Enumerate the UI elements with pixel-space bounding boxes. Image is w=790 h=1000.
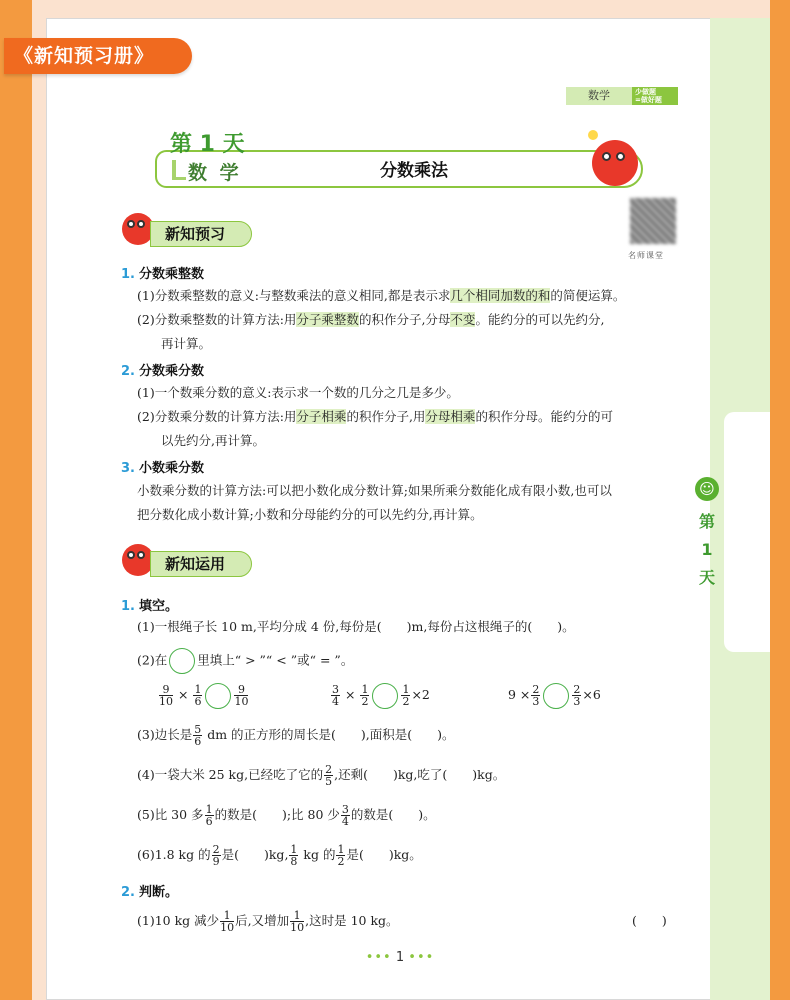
section-heading-practice: 新知运用 <box>150 551 252 577</box>
question-title: 1. 填空。 <box>121 599 178 614</box>
side-day-label: 第 1 天 <box>698 512 715 587</box>
book-banner: 《新知预习册》 <box>4 38 192 74</box>
text-line: 再计算。 <box>161 336 212 351</box>
text-line: 小数乘分数的计算方法:可以把小数化成分数计算;如果所乘分数能化成有限小数,也可以 <box>137 483 612 498</box>
subsection-title: 1. 分数乘整数 <box>121 267 204 282</box>
smiley-icon: ☺ <box>695 477 719 501</box>
subsection-title: 2. 分数乘分数 <box>121 364 204 379</box>
day-title: 第 1 天 <box>170 132 245 157</box>
qr-code-icon[interactable] <box>630 198 676 244</box>
answer-circle[interactable] <box>205 683 231 709</box>
answer-circle[interactable] <box>543 683 569 709</box>
brand-tag <box>632 87 678 105</box>
subsection-title: 3. 小数乘分数 <box>121 461 204 476</box>
question-line: (2)在 里填上“ > ”“ < ”或“ = ”。 <box>137 648 353 674</box>
title-subject: 数 学 <box>188 162 242 184</box>
text-line: (1)一个数乘分数的意义:表示求一个数的几分之几是多少。 <box>137 385 459 400</box>
text-line: (1)分数乘整数的意义:与整数乘法的意义相同,都是表示求几个相同加数的和的简便运算。 <box>137 288 626 303</box>
mascot-icon <box>592 140 638 186</box>
answer-circle[interactable] <box>372 683 398 709</box>
subject-tag <box>566 87 678 105</box>
question-line: (5)比 30 多 $\frac{1}{6}$ 的数是( );比 80 少 $\frac{3}{4}$ 的数是( )。 <box>137 803 436 828</box>
text-line: (2)分数乘分数的计算方法:用分子相乘的积作分子,用分母相乘的积作分母。能约分的可 <box>137 409 613 424</box>
section-heading-preview: 新知预习 <box>150 221 252 247</box>
right-border <box>770 0 790 1000</box>
lesson-title: 分数乘法 <box>380 161 448 181</box>
answer-paren[interactable]: ( ) <box>632 913 667 928</box>
compare-expression: $\frac{3}{4}$ × $\frac{1}{2}$ $\frac{1}{2}$ ×2 <box>332 683 430 708</box>
question-line: (3)边长是 $\frac{5}{6}$ dm 的正方形的周长是( ),面积是( )。 <box>137 723 455 748</box>
book-icon <box>172 160 186 180</box>
text-line: 把分数化成小数计算;小数和分母能约分的可以先约分,再计算。 <box>137 507 483 522</box>
lightbulb-icon <box>588 130 598 140</box>
text-line: 以先约分,再计算。 <box>161 433 265 448</box>
answer-circle[interactable] <box>169 648 195 674</box>
left-border <box>0 0 32 1000</box>
question-line: (1)一根绳子长 10 m,平均分成 4 份,每份是( )m,每份占这根绳子的( )。 <box>137 619 575 634</box>
side-day-tab <box>724 412 770 652</box>
page-number: ••• 1 ••• <box>365 950 435 965</box>
question-title: 2. 判断。 <box>121 885 178 900</box>
compare-expression: 9 × $\frac{2}{3}$ $\frac{2}{3}$ ×6 <box>508 683 601 708</box>
question-line: (6)1.8 kg 的 $\frac{2}{9}$ 是( )kg, $\frac{1}{8}$ kg 的 $\frac{1}{2}$ 是( )kg。 <box>137 843 422 868</box>
qr-label: 名师课堂 <box>628 251 664 260</box>
subject-tag-label: 数学 <box>566 87 632 105</box>
compare-expression: $\frac{9}{10}$ × $\frac{1}{6}$ $\frac{9}{10}$ <box>159 683 249 708</box>
brand-line-1: 少做题 <box>635 88 656 96</box>
question-line: (1)10 kg 减少 $\frac{1}{10}$ 后,又增加 $\frac{1}{10}$ ,这时是 10 kg。 <box>137 909 399 934</box>
text-line: (2)分数乘整数的计算方法:用分子乘整数的积作分子,分母不变。能约分的可以先约分, <box>137 312 605 327</box>
question-line: (4)一袋大米 25 kg,已经吃了它的 $\frac{2}{5}$ ,还剩( )kg,吃了( )kg。 <box>137 763 506 788</box>
brand-line-2: =做好题 <box>635 96 662 104</box>
